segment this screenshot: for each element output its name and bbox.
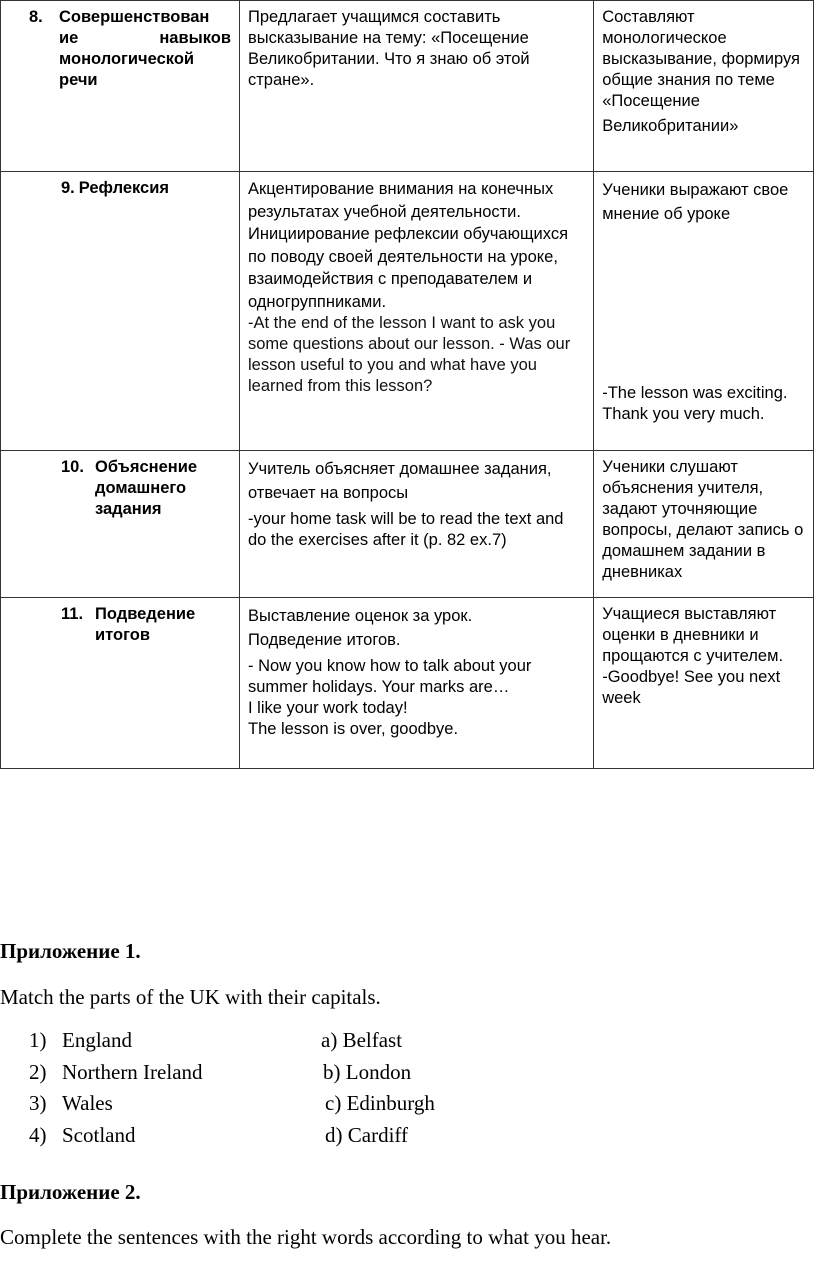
region-name: Wales — [62, 1091, 113, 1115]
capital-name: d) Cardiff — [325, 1122, 409, 1147]
appendix-1-instruction: Match the parts of the UK with their capitals. — [0, 985, 381, 1009]
teacher-speech-text: -your home task will be to read the text and do the exercises after it (p. 82 ex.7) — [247, 510, 564, 549]
student-speech-text: -The lesson was exciting. Thank you very much. — [602, 384, 788, 423]
teacher-activity-text: Подведение итогов. — [247, 631, 401, 649]
stage-number: 11. — [61, 605, 84, 623]
teacher-activity-text: Предлагает учащимся составить высказывание на тему: «Посещение Великобритании. Что я знаю об этой стране». — [247, 8, 530, 89]
stage-title — [59, 7, 231, 91]
capital-name: a) Belfast — [321, 1028, 403, 1052]
region-name: England — [62, 1028, 132, 1052]
appendix-2-title: Приложение 2. — [0, 1180, 141, 1204]
student-activity-text: Ученики слушают объяснения учителя, задают уточняющие вопросы, делают запись о домашнем задании в дневниках — [602, 458, 804, 581]
match-row — [29, 1057, 435, 1089]
table-row — [1, 451, 814, 598]
table-row — [1, 598, 814, 769]
teacher-activity-text: Выставление оценок за урок. — [247, 607, 473, 625]
match-row — [29, 1120, 435, 1152]
table-row — [1, 172, 814, 451]
matching-exercise — [29, 1025, 435, 1151]
stage-number: 8. — [29, 8, 43, 26]
teacher-speech-text: -At the end of the lesson I want to ask you some questions about our lesson. - Was our lesson useful to you and what have you learned from this lesson? — [247, 314, 571, 395]
teacher-activity-cell — [239, 451, 593, 598]
stage-number: 9. — [61, 179, 75, 197]
stage-cell — [1, 172, 240, 451]
student-activity-text: Великобритании» — [602, 117, 739, 135]
student-activity-text: Составляют монологическое высказывание, формируя общие знания по теме «Посещение — [602, 8, 800, 110]
stage-title: Подведение итогов — [95, 605, 196, 644]
item-number: 4) — [29, 1122, 47, 1147]
table-row — [1, 1, 814, 172]
teacher-activity-text: Акцентирование внимания на конечных результатах учебной деятельности. — [247, 180, 554, 221]
capital-name: c) Edinburgh — [325, 1091, 435, 1115]
item-number: 3) — [29, 1091, 47, 1115]
match-row — [29, 1025, 435, 1057]
stage-title-line: монологической речи — [59, 50, 195, 89]
stage-title: Объяснение домашнего задания — [95, 458, 198, 518]
stage-cell — [1, 598, 240, 769]
teacher-activity-cell — [239, 172, 593, 451]
appendix-1-title: Приложение 1. — [0, 939, 141, 963]
item-number: 1) — [29, 1028, 47, 1052]
match-row — [29, 1088, 435, 1120]
stage-title-line: ие навыков — [59, 29, 231, 47]
region-name: Scotland — [62, 1122, 136, 1147]
student-activity-cell — [594, 172, 814, 451]
stage-number: 10. — [61, 458, 84, 476]
region-name: Northern Ireland — [62, 1059, 203, 1084]
teacher-activity-text: Инициирование рефлексии обучающихся по поводу своей деятельности на уроке, взаимодействия с преподавателем и одногруппниками. — [247, 225, 569, 311]
teacher-speech-text: I like your work today! — [247, 699, 408, 717]
student-activity-cell — [594, 451, 814, 598]
stage-cell — [1, 451, 240, 598]
capital-name: b) London — [323, 1059, 412, 1084]
student-activity-text: Учащиеся выставляют оценки в дневники и прощаются с учителем. — [602, 605, 784, 665]
teacher-activity-text: Учитель объясняет домашнее задания, отвечает на вопросы — [247, 460, 552, 502]
teacher-activity-cell — [239, 1, 593, 172]
stage-cell — [1, 1, 240, 172]
teacher-speech-text: The lesson is over, goodbye. — [247, 720, 459, 738]
student-activity-text: Ученики выражают свое мнение об уроке — [602, 181, 789, 223]
teacher-activity-cell — [239, 598, 593, 769]
student-activity-cell — [594, 1, 814, 172]
student-speech-text: -Goodbye! See you next week — [602, 668, 781, 707]
item-number: 2) — [29, 1059, 47, 1084]
teacher-speech-text: - Now you know how to talk about your summer holidays. Your marks are… — [247, 657, 532, 696]
stage-title-line: Совершенствован — [59, 8, 210, 26]
student-activity-cell — [594, 598, 814, 769]
stage-title: Рефлексия — [78, 179, 169, 197]
appendix-2-instruction: Complete the sentences with the right words according to what you hear. — [0, 1225, 612, 1249]
